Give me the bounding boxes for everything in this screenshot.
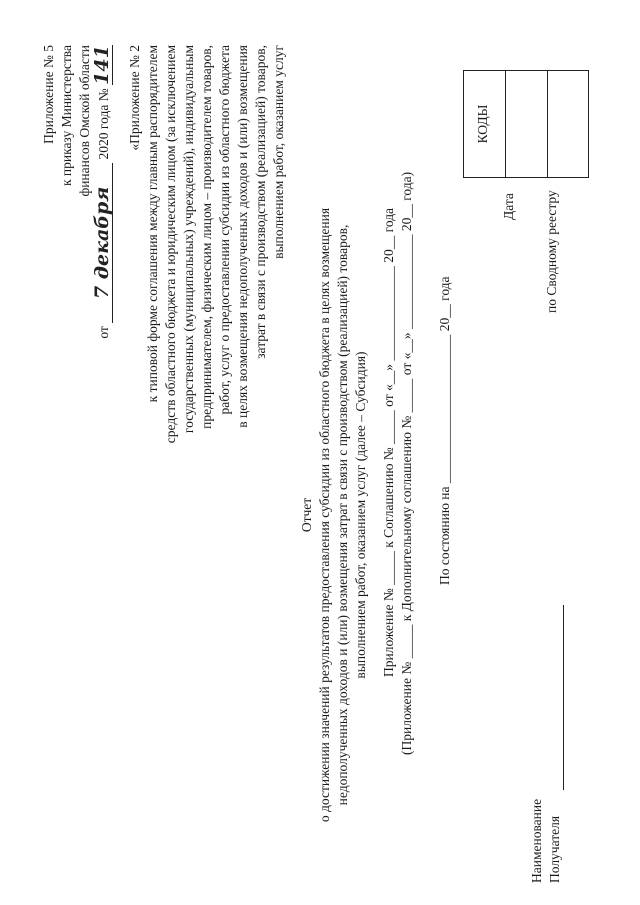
form-appendix-line-5: предпринимателем, физическим лицом – производителем товаров,	[199, 45, 214, 429]
recipient-label-line-1: Наименование	[529, 798, 544, 883]
appendix-line-3: финансов Омской области	[77, 45, 92, 197]
date-handwritten-field	[91, 163, 113, 323]
form-appendix-line-9: выполнением работ, оказанием услуг	[271, 45, 286, 259]
additional-agreement-line: (Приложение № _____ к Дополнительному соглашению № _____ от «__» ______________ 20__ года)	[399, 171, 414, 755]
report-line-1: о достижении значений результатов предоставления субсидии из областного бюджета в целях возмещения	[317, 207, 332, 823]
date-suffix: 2020 года №	[96, 88, 111, 160]
form-appendix-line-2: к типовой форме соглашения между главным распорядителем	[145, 45, 160, 403]
codes-header: КОДЫ	[475, 104, 490, 144]
codes-registry-label: по Сводному реестру	[544, 190, 559, 313]
form-appendix-line-3: средств областного бюджета и юридическим лицом (за исключением	[163, 45, 178, 444]
form-appendix-line-7: в целях возмещения недополученных доходов и (или) возмещения	[235, 45, 250, 428]
appendix-line-1: Приложение № 5	[41, 45, 56, 144]
form-appendix-line-8: затрат в связи с производством (реализацией) товаров,	[253, 45, 268, 359]
number-handwritten-field	[91, 45, 113, 85]
agreement-line: Приложение № _____ к Соглашению № _____ от «__» ______________ 20__ года	[381, 207, 396, 677]
form-appendix-line-1: «Приложение № 2	[127, 45, 142, 151]
codes-date-label: Дата	[501, 193, 516, 220]
codes-table	[463, 70, 589, 178]
date-handwritten: 7 декабря	[91, 186, 113, 300]
codes-date-cell	[506, 71, 548, 177]
appendix-date-line	[91, 45, 113, 339]
date-prefix: от	[96, 326, 111, 339]
recipient-name-field[interactable]	[563, 605, 564, 790]
codes-header-cell	[464, 71, 506, 177]
number-handwritten: 141	[91, 45, 113, 85]
appendix-line-2: к приказу Министерства	[59, 45, 74, 187]
report-line-2: недополученных доходов и (или) возмещения затрат в связи с производством (реализацией) товаров,	[335, 224, 350, 806]
form-appendix-line-4: государственных (муниципальных) учреждений), индивидуальным	[181, 45, 196, 434]
as-of-date-line: По состоянию на ______________________ 20__ года	[437, 276, 452, 585]
report-title: Отчет	[299, 497, 314, 533]
report-line-3: выполнением работ, оказанием услуг (далее – Субсидия)	[353, 351, 368, 679]
form-appendix-line-6: работ, услуг о предоставлении субсидии из областного бюджета	[217, 45, 232, 415]
recipient-label-line-2: Получателя	[547, 815, 562, 883]
